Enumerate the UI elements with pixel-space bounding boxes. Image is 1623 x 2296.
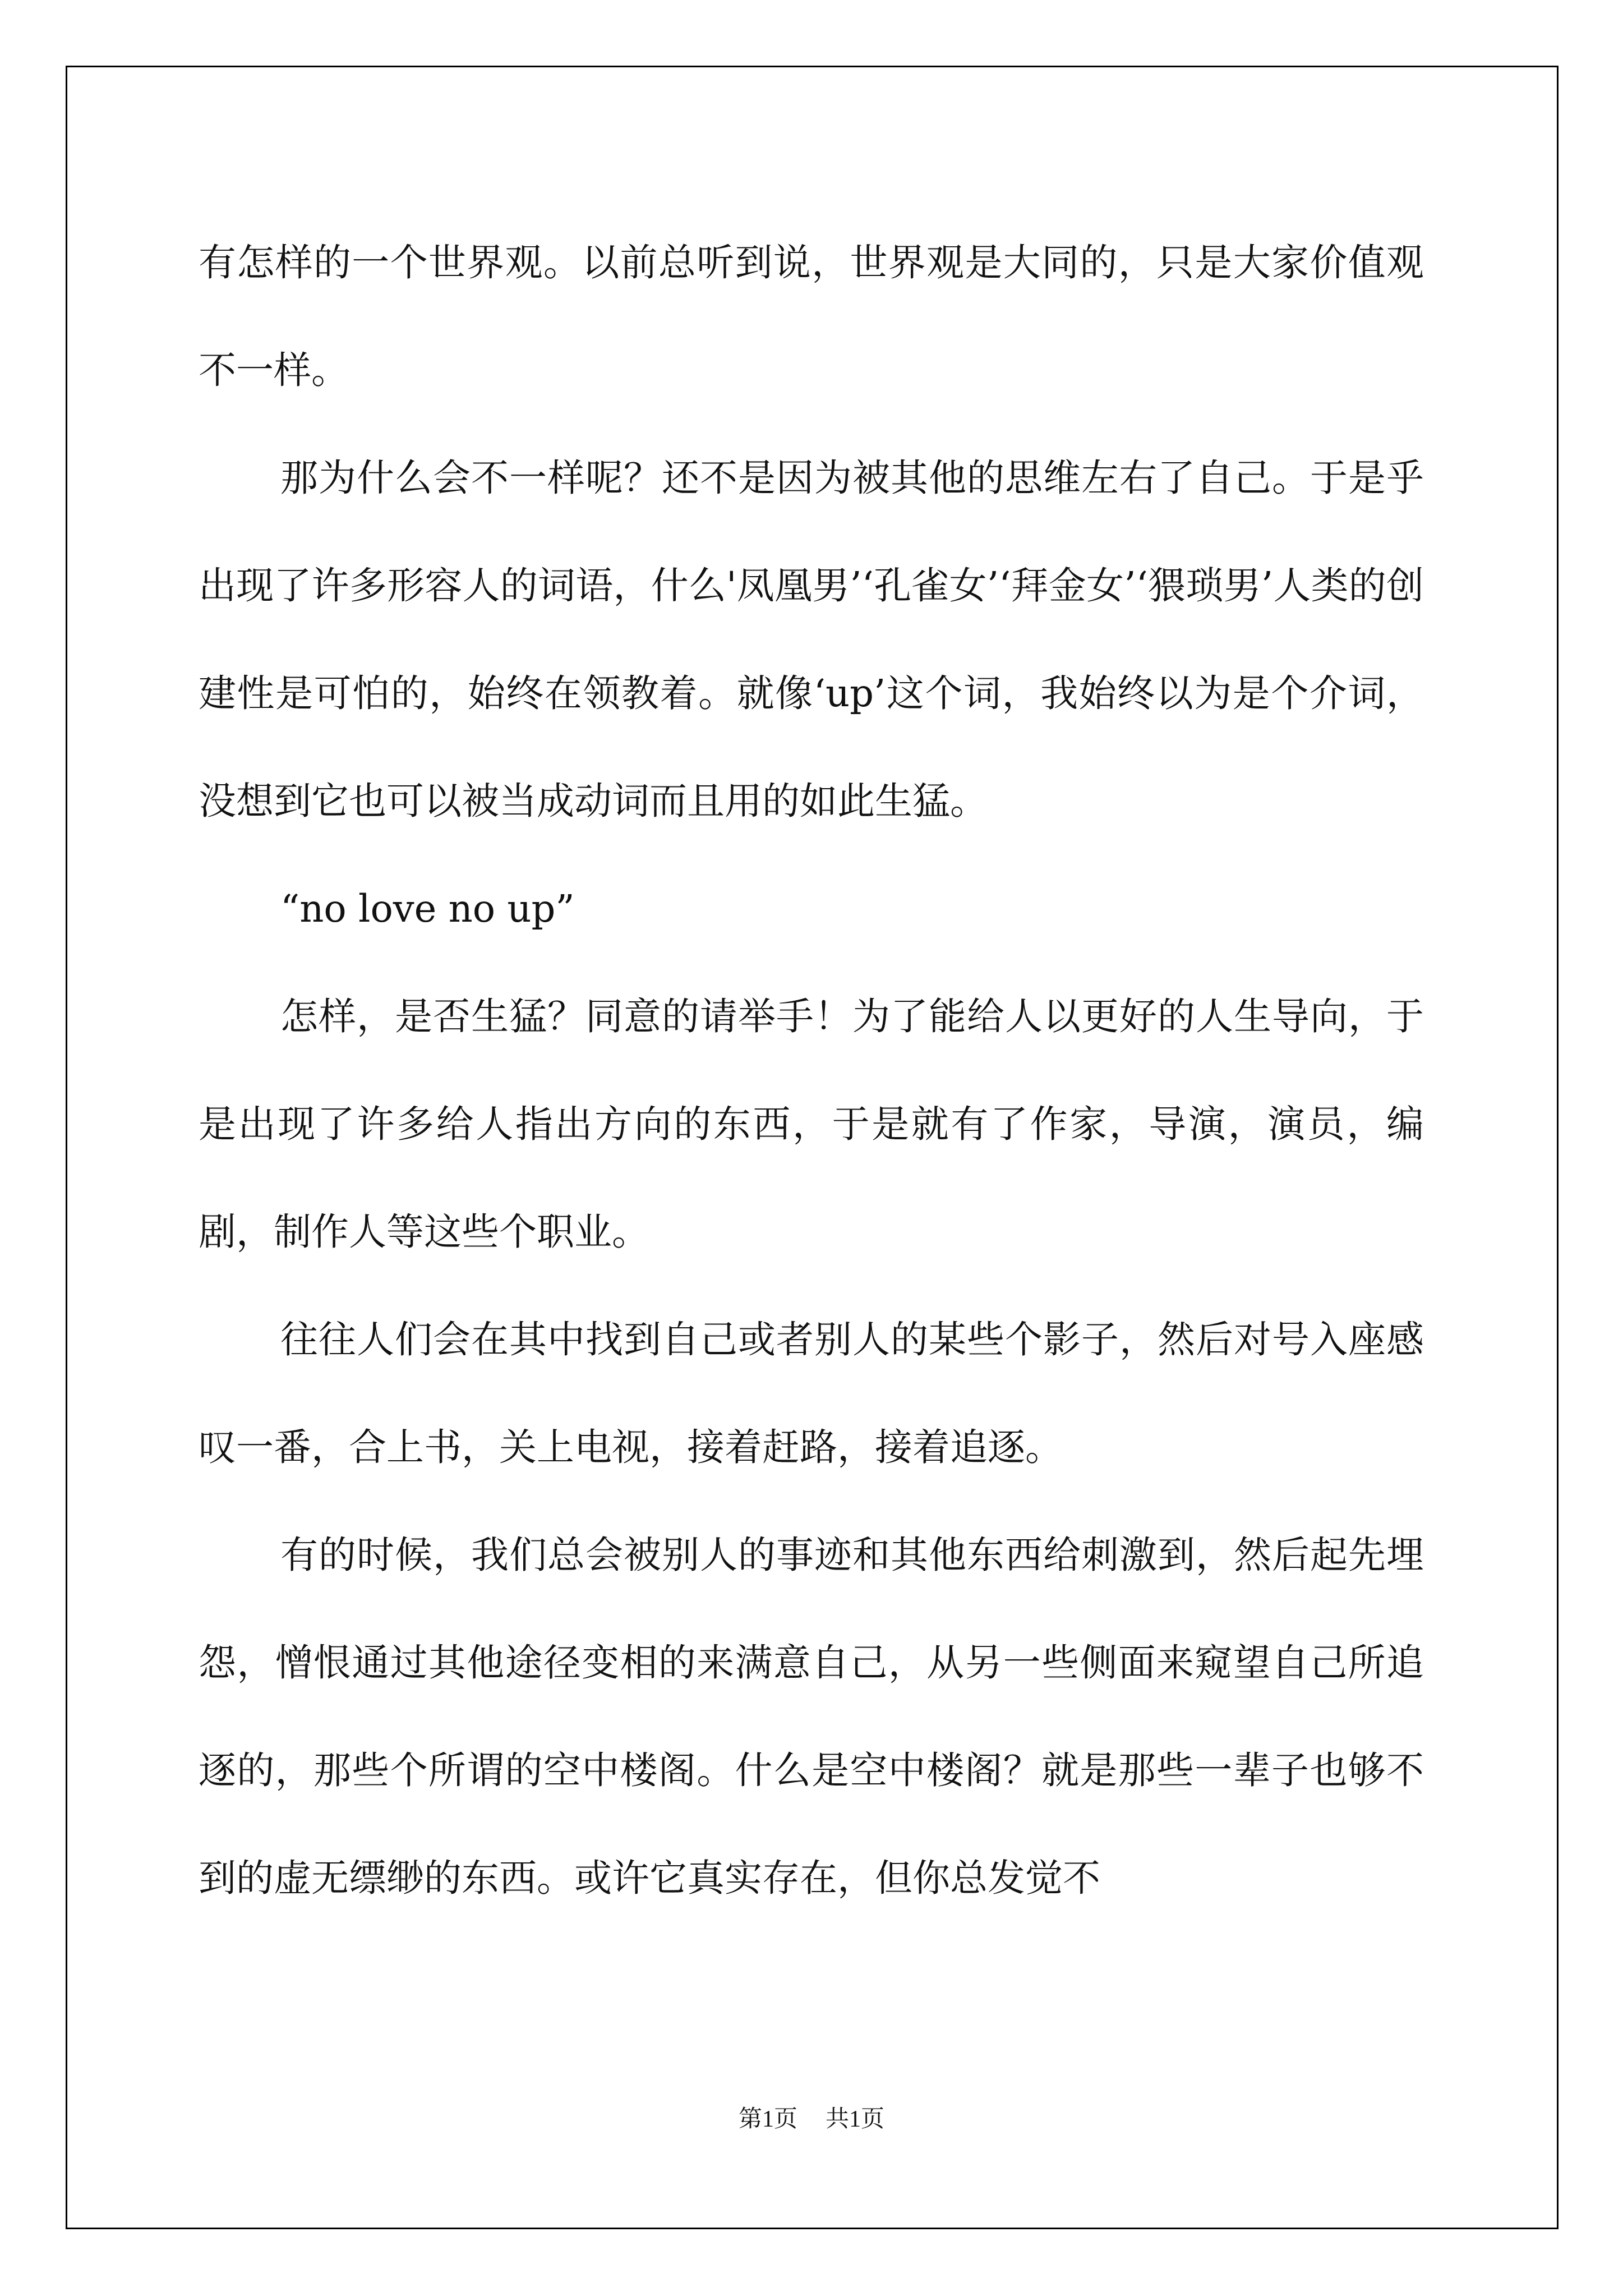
- paragraph-6: 有的时候，我们总会被别人的事迹和其他东西给刺激到，然后起先埋怨，憎恨通过其他途径变相的来满意自己，从另一些侧面来窥望自己所追逐的，那些个所谓的空中楼阁。什么是空中楼阁？就是那些一辈子也够不到的虚无缥缈的东西。或许它真实存在，但你总发觉不: [199, 1533, 1424, 1900]
- page-footer: [0, 2102, 1623, 2136]
- total-pages-label: 共1页: [826, 2106, 885, 2132]
- paragraph-3: “no love no up”: [280, 887, 575, 931]
- paragraph-1: 有怎样的一个世界观。以前总听到说，世界观是大同的，只是大家价值观不一样。: [199, 241, 1424, 392]
- paragraph-2: 那为什么会不一样呢？还不是因为被其他的思维左右了自己。于是乎出现了许多形容人的词语，什么'凤凰男’‘孔雀女’‘拜金女’‘猥琐男’人类的创建性是可怕的，始终在领教着。就像‘up’这个词，我始终以为是个介词，没想到它也可以被当成动词而且用的如此生猛。: [199, 456, 1424, 823]
- document-body: [199, 209, 1424, 1932]
- page-number-label: 第1页: [738, 2106, 797, 2132]
- paragraph-4: 怎样，是否生猛？同意的请举手！为了能给人以更好的人生导向，于是出现了许多给人指出方向的东西，于是就有了作家，导演，演员，编剧，制作人等这些个职业。: [199, 995, 1424, 1254]
- paragraph-5: 往往人们会在其中找到自己或者别人的某些个影子，然后对号入座感叹一番，合上书，关上电视，接着赶路，接着追逐。: [199, 1318, 1424, 1469]
